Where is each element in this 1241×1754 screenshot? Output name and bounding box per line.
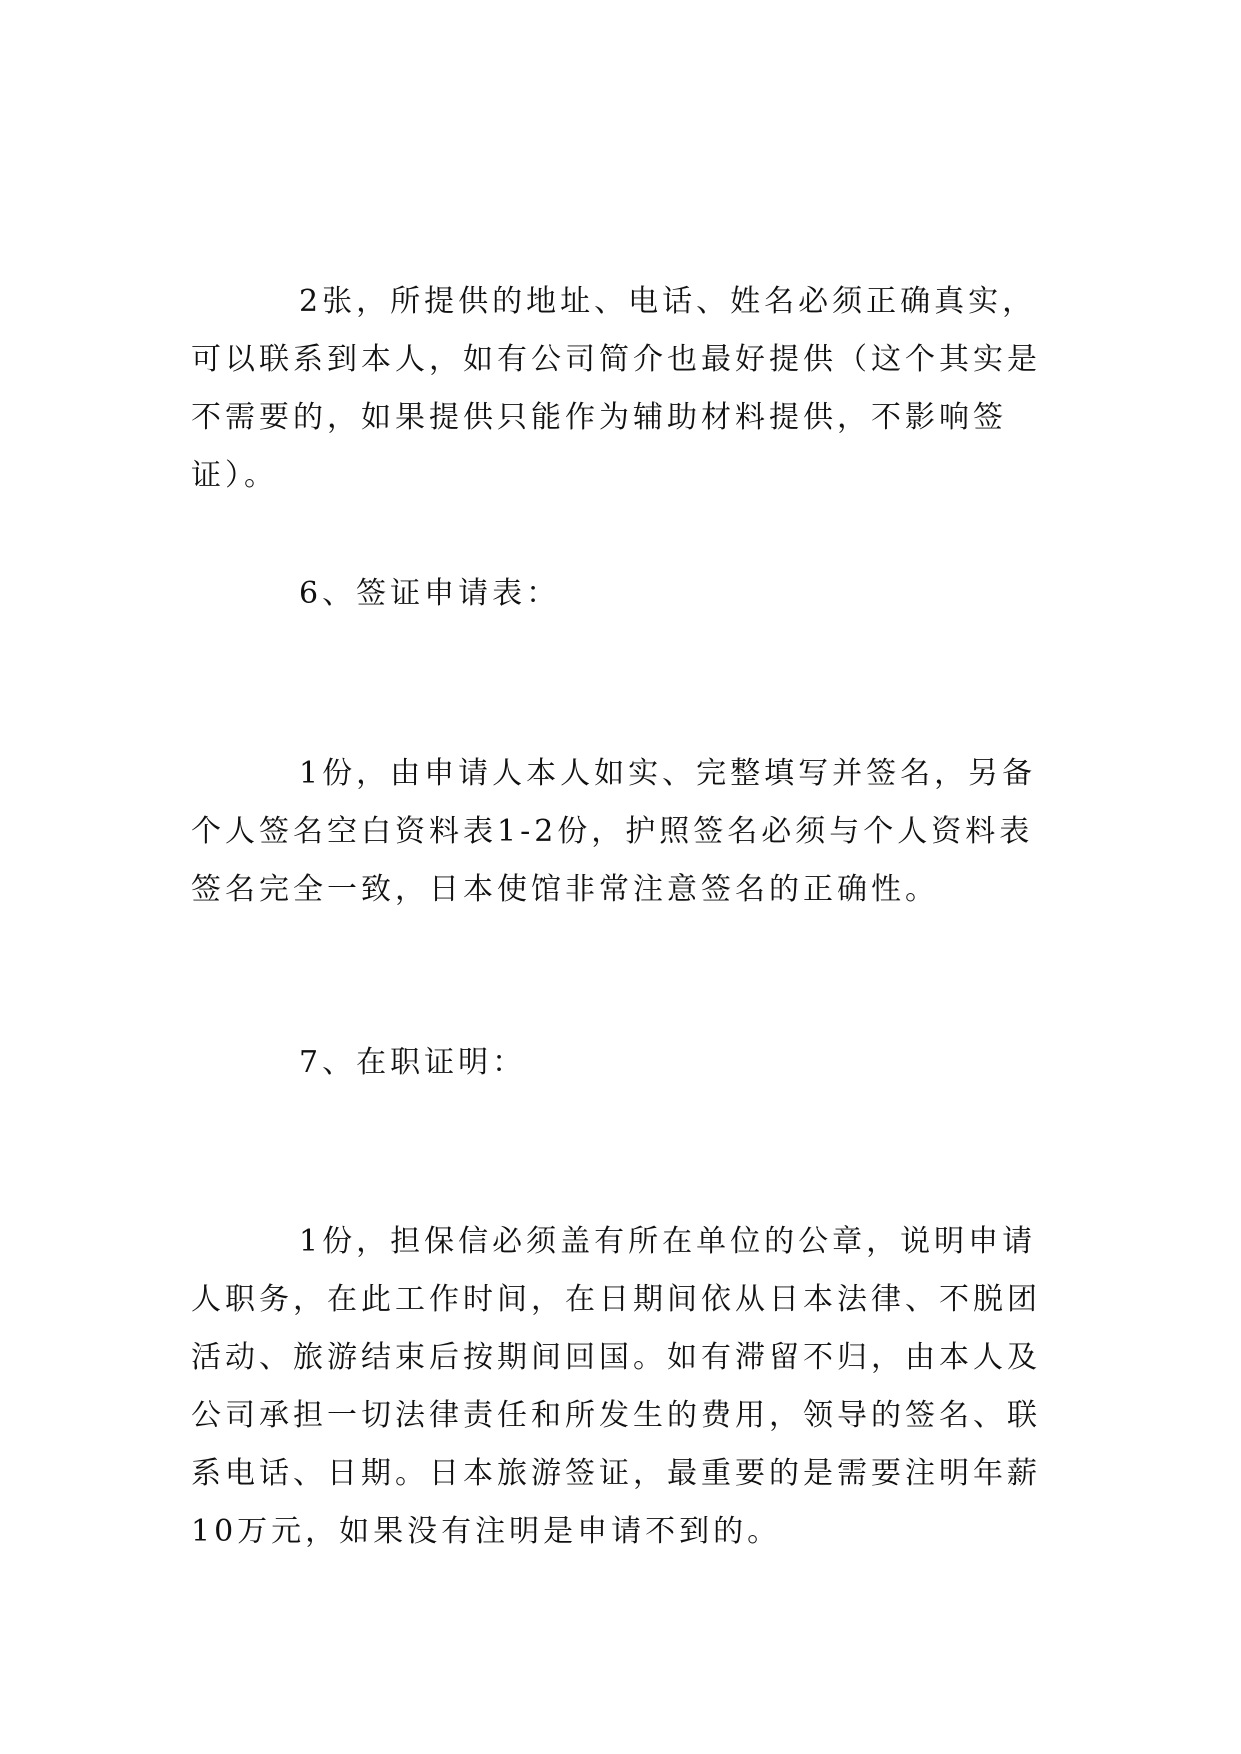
section-heading-visa-application-form: 6、签证申请表： xyxy=(299,576,561,611)
paragraph-photo-requirements-continued: 2张，所提供的地址、电话、姓名必须正确真实，可以联系到本人，如有公司简介也最好提供（这个其实是不需要的，如果提供只能作为辅助材料提供，不影响签证）。 xyxy=(191,284,1041,493)
paragraph-visa-application-form: 1份，由申请人本人如实、完整填写并签名，另备个人签名空白资料表1-2份，护照签名必须与个人资料表签名完全一致，日本使馆非常注意签名的正确性。 xyxy=(191,756,1037,907)
paragraph-employment-certificate: 1份，担保信必须盖有所在单位的公章，说明申请人职务，在此工作时间，在日期间依从日本法律、不脱团活动、旅游结束后按期间回国。如有滞留不归，由本人及公司承担一切法律责任和所发生的费用，领导的签名、联系电话、日期。日本旅游签证，最重要的是需要注明年薪10万元，如果没有注明是申请不到的。 xyxy=(191,1224,1041,1549)
section-heading-employment-certificate: 7、在职证明： xyxy=(299,1045,527,1080)
